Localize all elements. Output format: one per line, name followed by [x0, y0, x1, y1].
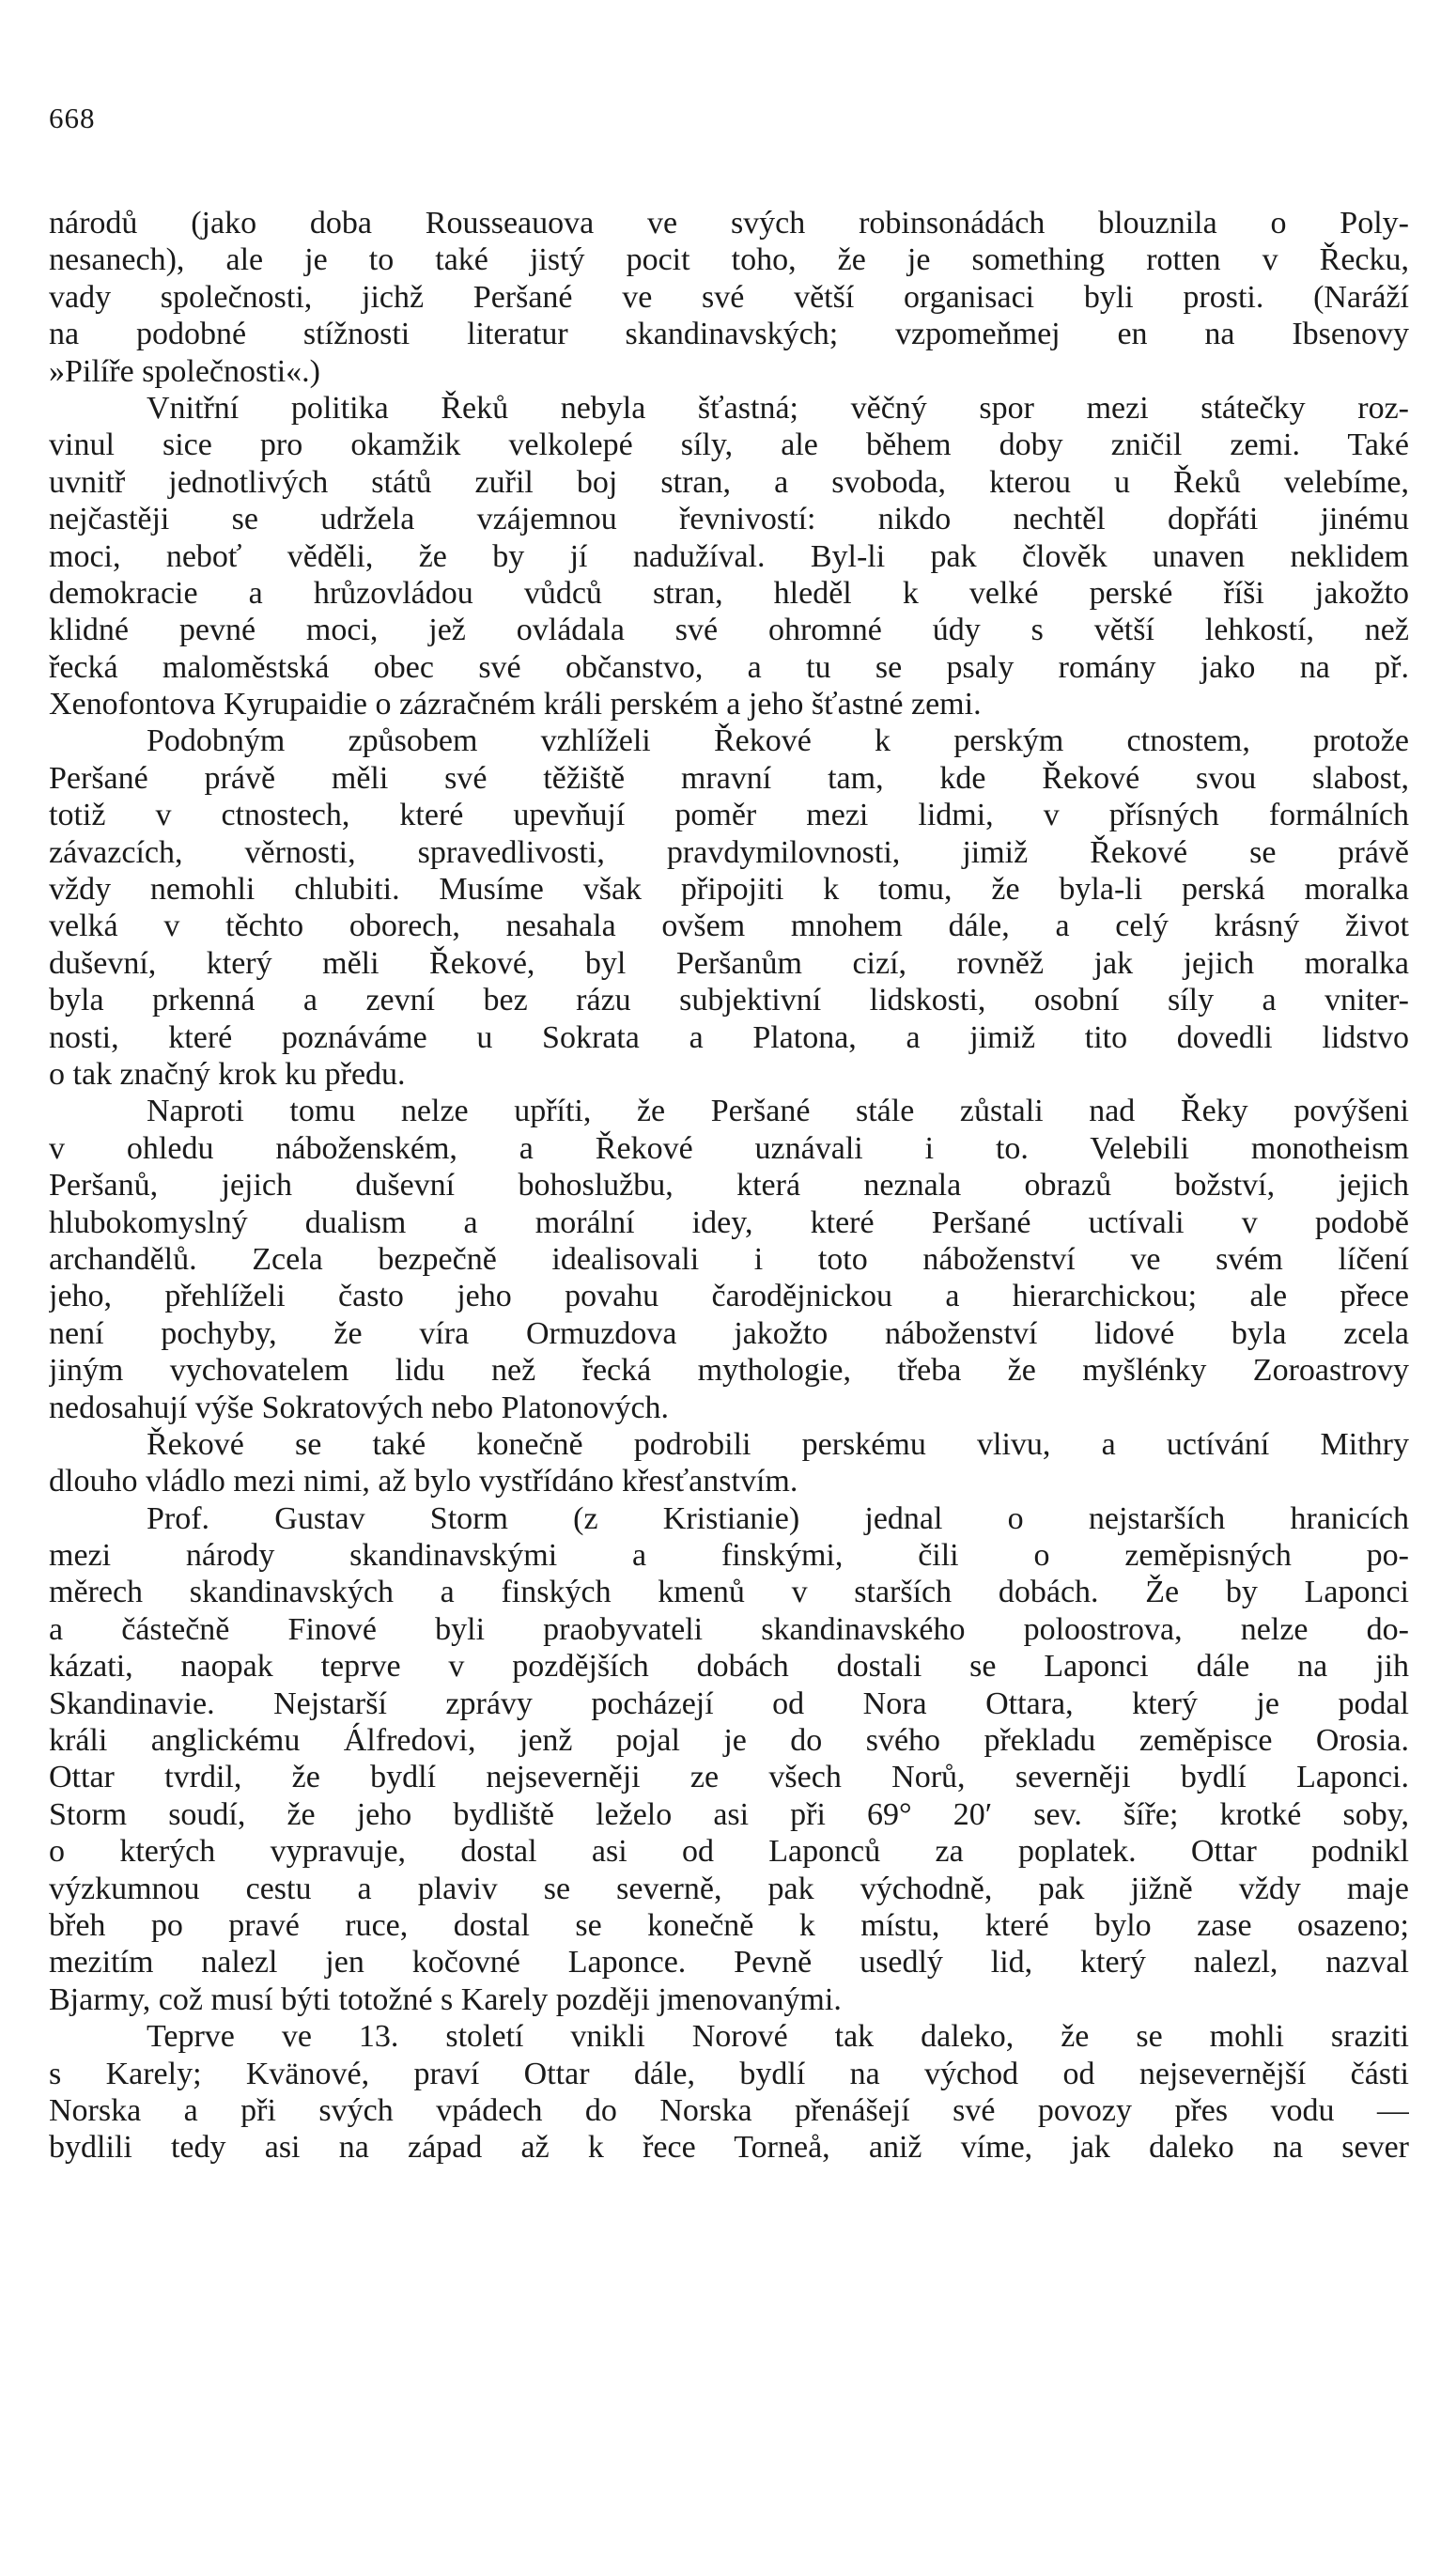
text-line: Peršané právě měli své těžiště mravní tam, kde Řekové svou slabost, — [49, 760, 1409, 796]
text-line: a částečně Finové byli praobyvateli skandinavského poloostrova, nelze do- — [49, 1611, 1409, 1647]
text-line: Skandinavie. Nejstarší zprávy pocházejí od Nora Ottara, který je podal — [49, 1685, 1409, 1721]
text-line: králi anglickému Álfredovi, jenž pojal je do svého překladu zeměpisce Orosia. — [49, 1723, 1409, 1759]
text-line: nejčastěji se udržela vzájemnou řevnivostí: nikdo nechtěl dopřáti jinému — [49, 502, 1409, 537]
text-line: Řekové se také konečně podrobili perskému vlivu, a uctívání Mithry — [147, 1426, 1409, 1462]
text-line: řecká maloměstská obec své občanstvo, a tu se psaly romány jako na př. — [49, 649, 1409, 685]
text-line: Naproti tomu nelze upříti, že Peršané stále zůstali nad Řeky povýšeni — [147, 1094, 1409, 1129]
text-line: výzkumnou cestu a plaviv se severně, pak východně, pak jižně vždy maje — [49, 1871, 1409, 1906]
text-line: nesanech), ale je to také jistý pocit toho, že je something rotten v Řecku, — [49, 242, 1409, 278]
text-line: v ohledu náboženském, a Řekové uznávali i to. Velebili monotheism — [49, 1130, 1409, 1166]
text-line: klidné pevné moci, jež ovládala své ohromné údy s větší lehkostí, než — [49, 613, 1409, 648]
page-number: 668 — [49, 101, 96, 134]
text-line: mezitím nalezl jen kočovné Laponce. Pevně usedlý lid, který nalezl, nazval — [49, 1945, 1409, 1980]
text-line: Vnitřní politika Řeků nebyla šťastná; věčný spor mezi státečky roz- — [147, 390, 1409, 426]
text-line: Podobným způsobem vzhlíželi Řekové k perským ctnostem, protože — [147, 723, 1409, 759]
text-line: uvnitř jednotlivých států zuřil boj stran, a svoboda, kterou u Řeků velebíme, — [49, 464, 1409, 500]
text-line: duševní, který měli Řekové, byl Peršanům cizí, rovněž jak jejich moralka — [49, 945, 1409, 981]
text-line: břeh po pravé ruce, dostal se konečně k místu, které bylo zase osazeno; — [49, 1907, 1409, 1943]
text-line: nedosahují výše Sokratových nebo Platonových. — [49, 1390, 670, 1425]
text-line: měrech skandinavských a finských kmenů v starších dobách. Že by Laponci — [49, 1575, 1409, 1610]
text-line: národů (jako doba Rousseauova ve svých robinsonádách blouznila o Poly- — [49, 206, 1409, 241]
text-line: nosti, které poznáváme u Sokrata a Platona, a jimiž tito dovedli lidstvo — [49, 1019, 1409, 1055]
text-line: byla prkenná a zevní bez rázu subjektivní lidskosti, osobní síly a vniter- — [49, 983, 1409, 1018]
text-line: na podobné stížnosti literatur skandinavských; vzpomeňmej en na Ibsenovy — [49, 317, 1409, 352]
text-line: moci, neboť věděli, že by jí nadužíval. Byl-li pak člověk unaven neklidem — [49, 538, 1409, 574]
text-line: vždy nemohli chlubiti. Musíme však připojiti k tomu, že byla-li perská moralka — [49, 872, 1409, 908]
text-line: archandělů. Zcela bezpečně idealisovali i toto náboženství ve svém líčení — [49, 1241, 1409, 1277]
text-line: kázati, naopak teprve v pozdějších dobách dostali se Laponci dále na jih — [49, 1649, 1409, 1685]
text-line: Norska a při svých vpádech do Norska přenášejí své povozy přes vodu — — [49, 2092, 1409, 2128]
text-line: dlouho vládlo mezi nimi, až bylo vystřídáno křesťanstvím. — [49, 1464, 798, 1499]
text-line: Storm soudí, že jeho bydliště leželo asi při 69° 20′ sev. šíře; krotké soby, — [49, 1796, 1409, 1832]
text-line: jeho, přehlíželi často jeho povahu čarodějnickou a hierarchickou; ale přece — [49, 1279, 1409, 1314]
text-line: jiným vychovatelem lidu než řecká mythologie, třeba že myšlénky Zoroastrovy — [49, 1353, 1409, 1389]
text-line: »Pilíře společnosti«.) — [49, 353, 320, 389]
body-text — [49, 205, 1409, 2167]
text-line: není pochyby, že víra Ormuzdova jakožto náboženství lidové byla zcela — [49, 1315, 1409, 1351]
text-line: o kterých vypravuje, dostal asi od Laponců za poplatek. Ottar podnikl — [49, 1834, 1409, 1870]
text-line: o tak značný krok ku předu. — [49, 1056, 406, 1092]
text-line: vady společnosti, jichž Peršané ve své větší organisaci byli prosti. (Naráží — [49, 279, 1409, 315]
text-line: velká v těchto oborech, nesahala ovšem mnohem dále, a celý krásný život — [49, 909, 1409, 944]
text-line: Prof. Gustav Storm (z Kristianie) jednal o nejstarších hranicích — [147, 1500, 1409, 1536]
text-line: Xenofontova Kyrupaidie o zázračném králi perském a jeho šťastné zemi. — [49, 687, 982, 722]
text-line: bydlili tedy asi na západ až k řece Torneå, aniž víme, jak daleko na sever — [49, 2130, 1409, 2166]
text-line: Ottar tvrdil, že bydlí nejseverněji ze všech Norů, severněji bydlí Laponci. — [49, 1760, 1409, 1795]
text-line: demokracie a hrůzovládou vůdců stran, hleděl k velké perské říši jakožto — [49, 575, 1409, 611]
text-line: závazcích, věrnosti, spravedlivosti, pravdymilovnosti, jimiž Řekové se právě — [49, 834, 1409, 870]
text-line: totiž v ctnostech, které upevňují poměr mezi lidmi, v přísných formálních — [49, 798, 1409, 833]
text-line: mezi národy skandinavskými a finskými, čili o zeměpisných po- — [49, 1538, 1409, 1574]
text-line: Peršanů, jejich duševní bohoslužbu, která neznala obrazů božství, jejich — [49, 1168, 1409, 1204]
text-line: s Karely; Kvänové, praví Ottar dále, bydlí na východ od nejsevernější části — [49, 2056, 1409, 2091]
text-line: hlubokomyslný dualism a morální idey, které Peršané uctívali v podobě — [49, 1204, 1409, 1240]
text-line: Bjarmy, což musí býti totožné s Karely později jmenovanými. — [49, 1981, 842, 2017]
text-line: vinul sice pro okamžik velkolepé síly, ale během doby zničil zemi. Také — [49, 427, 1409, 463]
text-line: Teprve ve 13. století vnikli Norové tak daleko, že se mohli sraziti — [147, 2019, 1409, 2055]
